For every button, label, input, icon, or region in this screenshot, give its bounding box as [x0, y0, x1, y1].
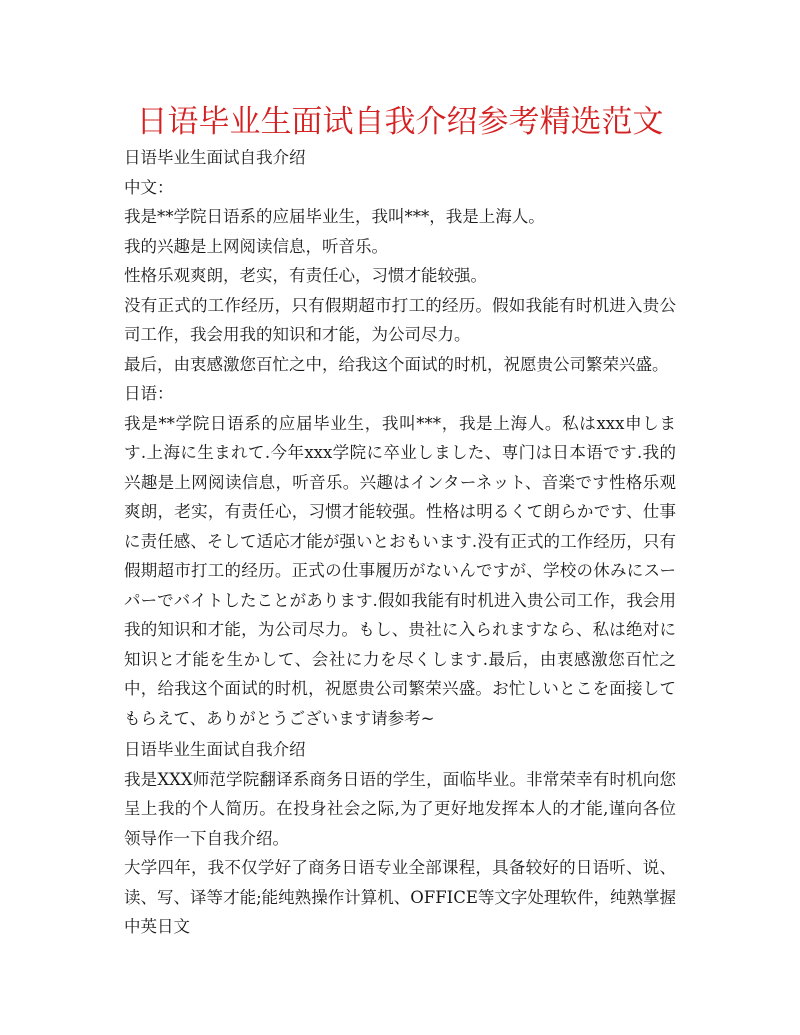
paragraph: 我是XXX师范学院翻译系商务日语的学生，面临毕业。非常荣幸有时机向您呈上我的个人简历。在投身社会之际,为了更好地发挥本人的才能,谨向各位领导作一下自我介绍。 — [124, 769, 676, 848]
paragraph: 我是**学院日语系的应届毕业生，我叫***，我是上海人。私はxxx申します.上海に生まれて.今年xxx学院に卒业しました、専门は日本语です.我的兴趣是上网阅读信息，听音乐。兴趣はインターネット、音楽です性格乐观爽朗，老实，有责任心，习惯才能较强。性格は明るくて朗らかです、仕事に责任感、そして适応才能が强いとおもいます.没有正式的工作经历，只有假期超市打工的经历。正式の仕事履历がないんですが、学校の休みにスーパーでバイトしたことがあります.假如我能有时机进入贵公司工作，我会用我的知识和才能，为公司尽力。もし、贵社に入られますなら、私は绝对に知识と才能を生かして、会社に力を尽くします.最后，由衷感激您百忙之中，给我这个面试的时机，祝愿贵公司繁荣兴盛。お忙しいとこを面接してもらえて、ありがとうございます请参考~ — [124, 413, 676, 728]
section-heading: 日语毕业生面试自我介绍 — [124, 740, 306, 759]
paragraph: 没有正式的工作经历，只有假期超市打工的经历。假如我能有时机进入贵公司工作，我会用我的知识和才能，为公司尽力。 — [124, 295, 676, 344]
paragraph: 我的兴趣是上网阅读信息，听音乐。 — [124, 236, 388, 256]
section-heading: 日语毕业生面试自我介绍 — [124, 148, 306, 167]
paragraph: 性格乐观爽朗，老实，有责任心，习惯才能较强。 — [124, 266, 487, 285]
paragraph: 最后，由衷感激您百忙之中，给我这个面试的时机，祝愿贵公司繁荣兴盛。 — [124, 354, 669, 374]
paragraph-label: 中文： — [124, 177, 174, 197]
document-body — [124, 143, 676, 942]
document-title: 日语毕业生面试自我介绍参考精选范文 — [136, 104, 664, 140]
paragraph: 我是**学院日语系的应届毕业生，我叫***，我是上海人。 — [124, 207, 545, 226]
paragraph: 大学四年，我不仅学好了商务日语专业全部课程，具备较好的日语听、说、读、写、译等才能;能纯熟操作计算机、OFFICE等文字处理软件，纯熟掌握中英日文 — [124, 858, 676, 936]
paragraph-label: 日语： — [124, 384, 174, 403]
